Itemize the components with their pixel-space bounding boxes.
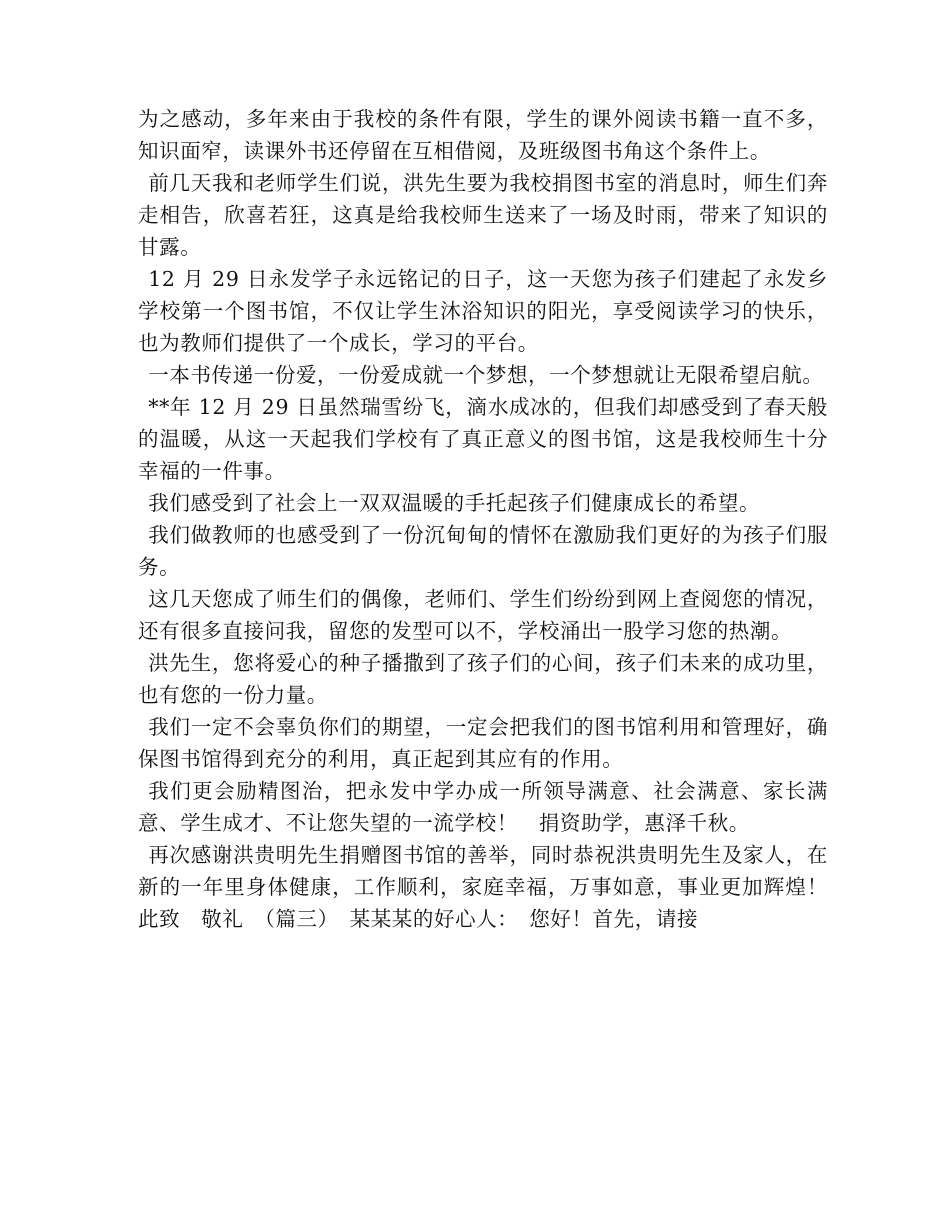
document-body <box>138 103 850 935</box>
paragraph-8: 这几天您成了师生们的偶像，老师们、学生们纷纷到网上查阅您的情况，还有很多直接问我，留您的发型可以不，学校涌出一股学习您的热潮。 <box>138 587 828 643</box>
paragraph-3: 12 月 29 日永发学子永远铭记的日子，这一天您为孩子们建起了永发乡学校第一个图书馆，不仅让学生沐浴知识的阳光，享受阅读学习的快乐，也为教师们提供了一个成长，学习的平台。 <box>138 267 828 355</box>
paragraph-12: 再次感谢洪贵明先生捐赠图书馆的善举，同时恭祝洪贵明先生及家人，在新的一年里身体健康，工作顺利，家庭幸福，万事如意，事业更加辉煌！ 此致 敬礼 （篇三） 某某某的好心人： 您好！首先，请接 <box>138 843 850 931</box>
paragraph-2: 前几天我和老师学生们说，洪先生要为我校捐图书室的消息时，师生们奔走相告，欣喜若狂，这真是给我校师生送来了一场及时雨，带来了知识的甘露。 <box>138 171 828 259</box>
paragraph-1: 为之感动，多年来由于我校的条件有限，学生的课外阅读书籍一直不多，知识面窄，读课外书还停留在互相借阅，及班级图书角这个条件上。 <box>138 107 828 163</box>
paragraph-6: 我们感受到了社会上一双双温暖的手托起孩子们健康成长的希望。 <box>148 491 761 515</box>
paragraph-5: **年 12 月 29 日虽然瑞雪纷飞，滴水成冰的，但我们却感受到了春天般的温暖，从这一天起我们学校有了真正意义的图书馆，这是我校师生十分幸福的一件事。 <box>138 395 828 483</box>
paragraph-9: 洪先生，您将爱心的种子播撒到了孩子们的心间，孩子们未来的成功里，也有您的一份力量。 <box>138 651 828 707</box>
paragraph-10: 我们一定不会辜负你们的期望，一定会把我们的图书馆利用和管理好，确保图书馆得到充分的利用，真正起到其应有的作用。 <box>138 715 828 771</box>
paragraph-11: 我们更会励精图治，把永发中学办成一所领导满意、社会满意、家长满意、学生成才、不让您失望的一流学校！ 捐资助学，惠泽千秋。 <box>138 779 828 835</box>
paragraph-7: 我们做教师的也感受到了一份沉甸甸的情怀在激励我们更好的为孩子们服务。 <box>138 523 828 579</box>
paragraph-4: 一本书传递一份爱，一份爱成就一个梦想，一个梦想就让无限希望启航。 <box>148 363 824 387</box>
